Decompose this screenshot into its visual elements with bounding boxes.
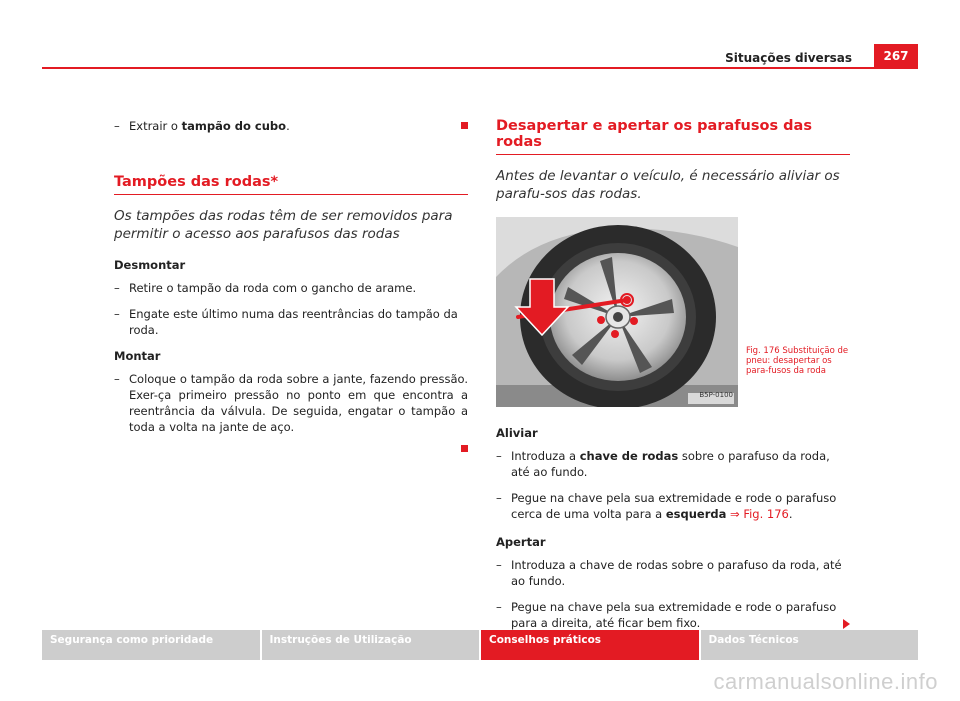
- end-of-section-icon: [461, 445, 468, 452]
- figure-caption: Fig. 176 Substituição de pneu: desapertar os para-fusos da roda: [746, 346, 849, 376]
- tighten-heading: Apertar: [496, 535, 546, 549]
- continue-arrow-icon: [843, 619, 850, 629]
- figure-wheel-wrench: [496, 217, 738, 407]
- tighten-step: – Pegue na chave pela sua extremidade e rode o parafuso para a direita, até ficar bem fixo.: [496, 599, 850, 631]
- page-number: 267: [874, 44, 918, 68]
- footer-navigation: [42, 630, 918, 660]
- wheel-illustration: [496, 217, 738, 407]
- remove-step: – Engate este último numa das reentrâncias do tampão da roda.: [114, 306, 468, 338]
- end-of-section-icon: [461, 122, 468, 129]
- section-title-wheel-covers: Tampões das rodas*: [114, 174, 468, 195]
- mount-heading: Montar: [114, 349, 161, 363]
- extract-hub-cap-step: – Extrair o tampão do cubo.: [114, 118, 468, 134]
- section-intro-wheel-covers: Os tampões das rodas têm de ser removidos para permitir o acesso aos parafusos das rodas: [114, 208, 453, 242]
- figure-reference-link[interactable]: ⇒ Fig. 176: [726, 507, 789, 521]
- hub-cap-term: tampão do cubo: [181, 119, 287, 133]
- figure-code: B5P-0100: [699, 391, 733, 399]
- watermark: carmanualsonline.info: [713, 669, 938, 694]
- section-title-wheel-bolts: Desapertar e apertar os parafusos das rodas: [496, 118, 850, 155]
- header-rule: [42, 67, 918, 69]
- mount-step: – Coloque o tampão da roda sobre a jante, fazendo pressão. Exer-ça primeiro pressão no ponto em que encontra a reentrância da válvula. De seguida, engatar o tampão a toda a volta na jante de aço.: [114, 371, 468, 435]
- left-direction-term: esquerda: [665, 507, 727, 521]
- loosen-step: – Pegue na chave pela sua extremidade e rode o parafuso cerca de uma volta para a esquerda ⇒ Fig. 176.: [496, 490, 850, 522]
- loosen-heading: Aliviar: [496, 426, 538, 440]
- right-column: [496, 118, 850, 641]
- footer-tab-safety[interactable]: Segurança como prioridade: [42, 630, 260, 660]
- left-column: [114, 118, 468, 455]
- footer-tab-technical-data[interactable]: Dados Técnicos: [701, 630, 919, 660]
- wheel-wrench-term: chave de rodas: [579, 449, 679, 463]
- section-intro-wheel-bolts: Antes de levantar o veículo, é necessário aliviar os parafu-sos das rodas.: [496, 168, 840, 202]
- remove-step: – Retire o tampão da roda com o gancho de arame.: [114, 280, 468, 296]
- footer-tab-practical-tips[interactable]: Conselhos práticos: [481, 630, 699, 660]
- footer-tab-operating-instructions[interactable]: Instruções de Utilização: [262, 630, 480, 660]
- tighten-step: – Introduza a chave de rodas sobre o parafuso da roda, até ao fundo.: [496, 557, 850, 589]
- running-header-title: Situações diversas: [725, 51, 852, 65]
- loosen-step: – Introduza a chave de rodas sobre o parafuso da roda, até ao fundo.: [496, 448, 850, 480]
- remove-heading: Desmontar: [114, 258, 186, 272]
